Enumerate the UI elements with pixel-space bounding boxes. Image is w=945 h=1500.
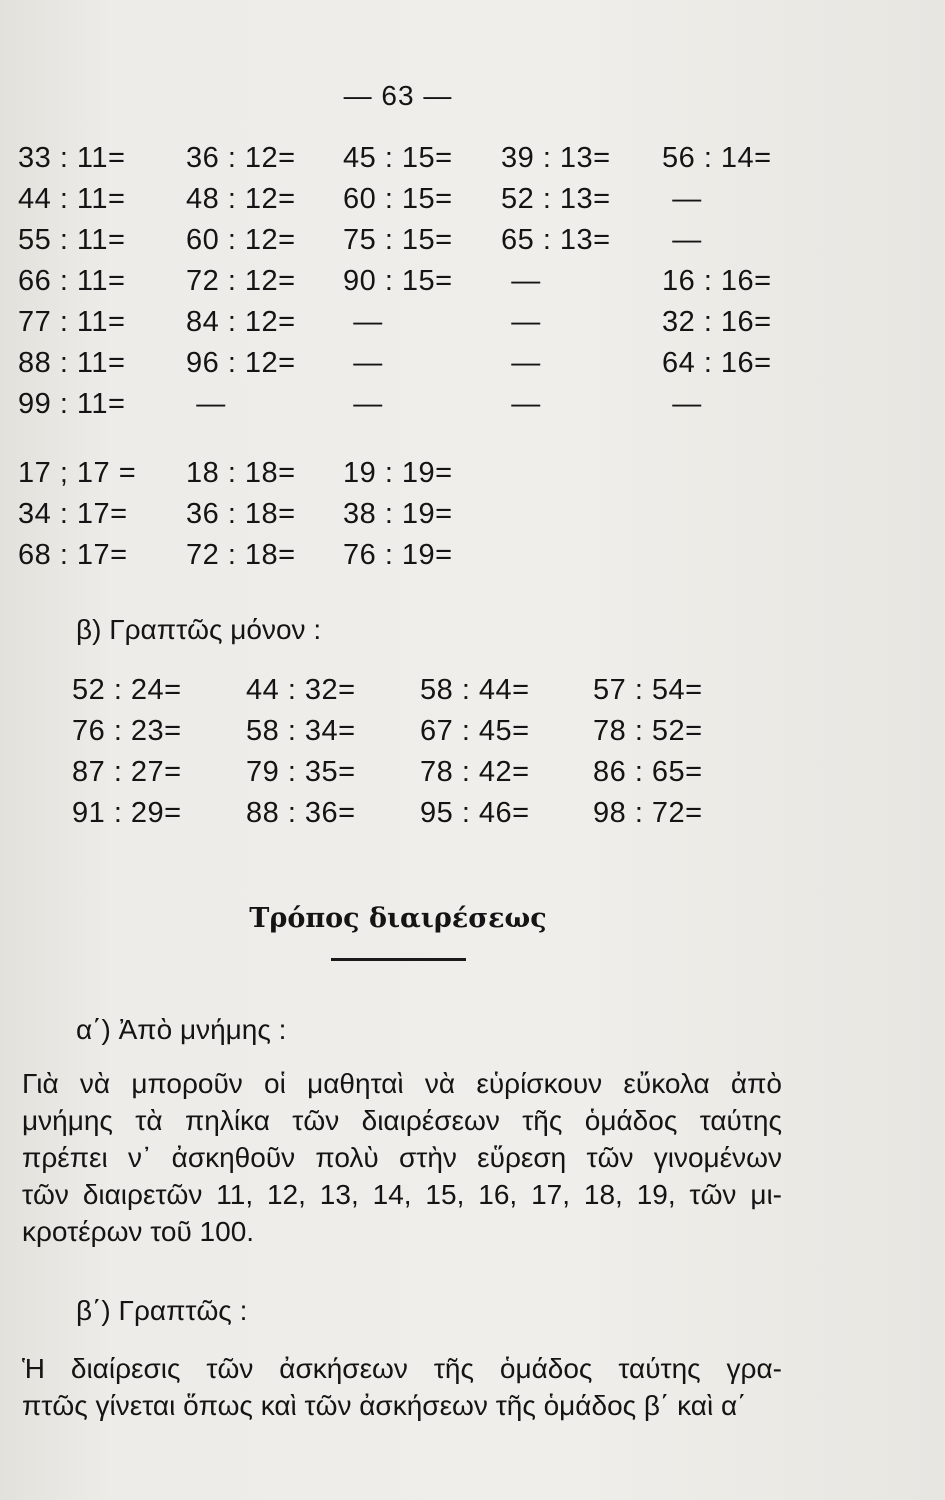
division-exercise-row [18, 498, 798, 539]
division-exercise-cell: 60 : 12= [186, 224, 296, 256]
division-exercise-cell: 44 : 11= [18, 183, 126, 215]
division-exercise-row [18, 388, 798, 429]
division-exercise-cell: 75 : 15= [343, 224, 453, 256]
written-exercise-cell: 78 : 42= [420, 756, 530, 788]
division-exercise-cell: 39 : 13= [501, 142, 611, 174]
paragraph-line: μνήμης τὰ πηλίκα τῶν διαιρέσεων τῆς ὁμάδος ταύτης [22, 1105, 782, 1136]
written-exercise-cell: 87 : 27= [72, 756, 182, 788]
division-exercise-row [18, 457, 798, 498]
paragraph-line: Ἡ διαίρεσις τῶν ἀσκήσεων τῆς ὁμάδος ταύτης γρα- [22, 1353, 782, 1384]
division-exercise-cell: 60 : 15= [343, 183, 453, 215]
division-exercise-row [18, 183, 798, 224]
division-exercise-cell: 65 : 13= [501, 224, 611, 256]
division-exercise-row [18, 224, 798, 265]
written-exercise-cell: 58 : 44= [420, 674, 530, 706]
written-exercise-cell: 76 : 23= [72, 715, 182, 747]
written-method-label: β΄) Γραπτῶς : [76, 1295, 248, 1326]
division-exercise-cell: — [511, 347, 541, 379]
exercise-grid-memory [18, 142, 798, 429]
written-exercise-cell: 91 : 29= [72, 797, 182, 829]
division-exercise-cell: 88 : 11= [18, 347, 126, 379]
written-exercise-cell: 58 : 34= [246, 715, 356, 747]
division-exercise-cell: — [353, 347, 383, 379]
division-exercise-cell: 19 : 19= [343, 457, 453, 489]
written-exercise-cell: 95 : 46= [420, 797, 530, 829]
division-exercise-cell: 68 : 17= [18, 539, 128, 571]
division-exercise-cell: 38 : 19= [343, 498, 453, 530]
division-exercise-cell: — [511, 265, 541, 297]
paragraph-line: κροτέρων τοῦ 100. [22, 1216, 255, 1247]
written-exercise-cell: 79 : 35= [246, 756, 356, 788]
division-exercise-cell: — [672, 224, 702, 256]
division-exercise-row [18, 265, 798, 306]
paragraph-line: πρέπει ν᾽ ἀσκηθοῦν πολὺ στὴν εὕρεση τῶν γινομένων [22, 1142, 782, 1173]
written-exercise-cell: 88 : 36= [246, 797, 356, 829]
division-exercise-cell: 90 : 15= [343, 265, 453, 297]
division-exercise-cell: 36 : 12= [186, 142, 296, 174]
written-method-paragraph [22, 1350, 782, 1424]
written-exercise-cell: 44 : 32= [246, 674, 356, 706]
paragraph-line: τῶν διαιρετῶν 11, 12, 13, 14, 15, 16, 17, 18, 19, τῶν μι- [22, 1179, 782, 1210]
division-exercise-cell: — [353, 388, 383, 420]
paragraph-line: πτῶς γίνεται ὅπως καὶ τῶν ἀσκήσεων τῆς ὁμάδος β΄ καὶ α΄ [22, 1390, 747, 1421]
division-exercise-cell: 32 : 16= [662, 306, 772, 338]
division-exercise-cell: 72 : 12= [186, 265, 296, 297]
division-exercise-row [18, 142, 798, 183]
division-exercise-cell: — [511, 306, 541, 338]
written-exercise-cell: 78 : 52= [593, 715, 703, 747]
written-exercise-cell: 52 : 24= [72, 674, 182, 706]
division-exercise-cell: 17 ; 17 = [18, 457, 137, 489]
division-exercise-cell: 96 : 12= [186, 347, 296, 379]
division-exercise-cell: 76 : 19= [343, 539, 453, 571]
section-title: Τρόπος διαιρέσεως [249, 903, 547, 934]
division-exercise-cell: 34 : 17= [18, 498, 128, 530]
division-exercise-row [18, 539, 798, 580]
memory-method-paragraph [22, 1065, 782, 1250]
written-exercise-cell: 98 : 72= [593, 797, 703, 829]
memory-method-label: α΄) Ἀπὸ μνήμης : [76, 1014, 287, 1045]
page-number: — 63 — [343, 80, 453, 111]
division-exercise-cell: 45 : 15= [343, 142, 453, 174]
division-exercise-cell: 84 : 12= [186, 306, 296, 338]
written-exercise-cell: 67 : 45= [420, 715, 530, 747]
division-exercise-cell: 16 : 16= [662, 265, 772, 297]
division-exercise-cell: 52 : 13= [501, 183, 611, 215]
division-exercise-cell: — [353, 306, 383, 338]
title-underline [331, 958, 466, 961]
division-exercise-cell: 56 : 14= [662, 142, 772, 174]
division-exercise-cell: 66 : 11= [18, 265, 126, 297]
division-exercise-cell: 18 : 18= [186, 457, 296, 489]
division-exercise-cell: 55 : 11= [18, 224, 126, 256]
division-exercise-row [18, 347, 798, 388]
division-exercise-row [18, 306, 798, 347]
division-exercise-cell: — [196, 388, 226, 420]
written-only-label: β) Γραπτῶς μόνον : [76, 614, 322, 645]
written-exercise-cell: 57 : 54= [593, 674, 703, 706]
exercise-grid-memory-b [18, 457, 798, 580]
division-exercise-cell: 33 : 11= [18, 142, 126, 174]
division-exercise-cell: 64 : 16= [662, 347, 772, 379]
division-exercise-cell: — [672, 183, 702, 215]
written-exercise-cell: 86 : 65= [593, 756, 703, 788]
division-exercise-cell: 36 : 18= [186, 498, 296, 530]
division-exercise-cell: — [511, 388, 541, 420]
division-exercise-cell: 48 : 12= [186, 183, 296, 215]
division-exercise-cell: 77 : 11= [18, 306, 126, 338]
division-exercise-cell: — [672, 388, 702, 420]
division-exercise-cell: 72 : 18= [186, 539, 296, 571]
paragraph-line: Γιὰ νὰ μποροῦν οἱ μαθηταὶ νὰ εὑρίσκουν εὔκολα ἀπὸ [22, 1068, 782, 1099]
division-exercise-cell: 99 : 11= [18, 388, 126, 420]
